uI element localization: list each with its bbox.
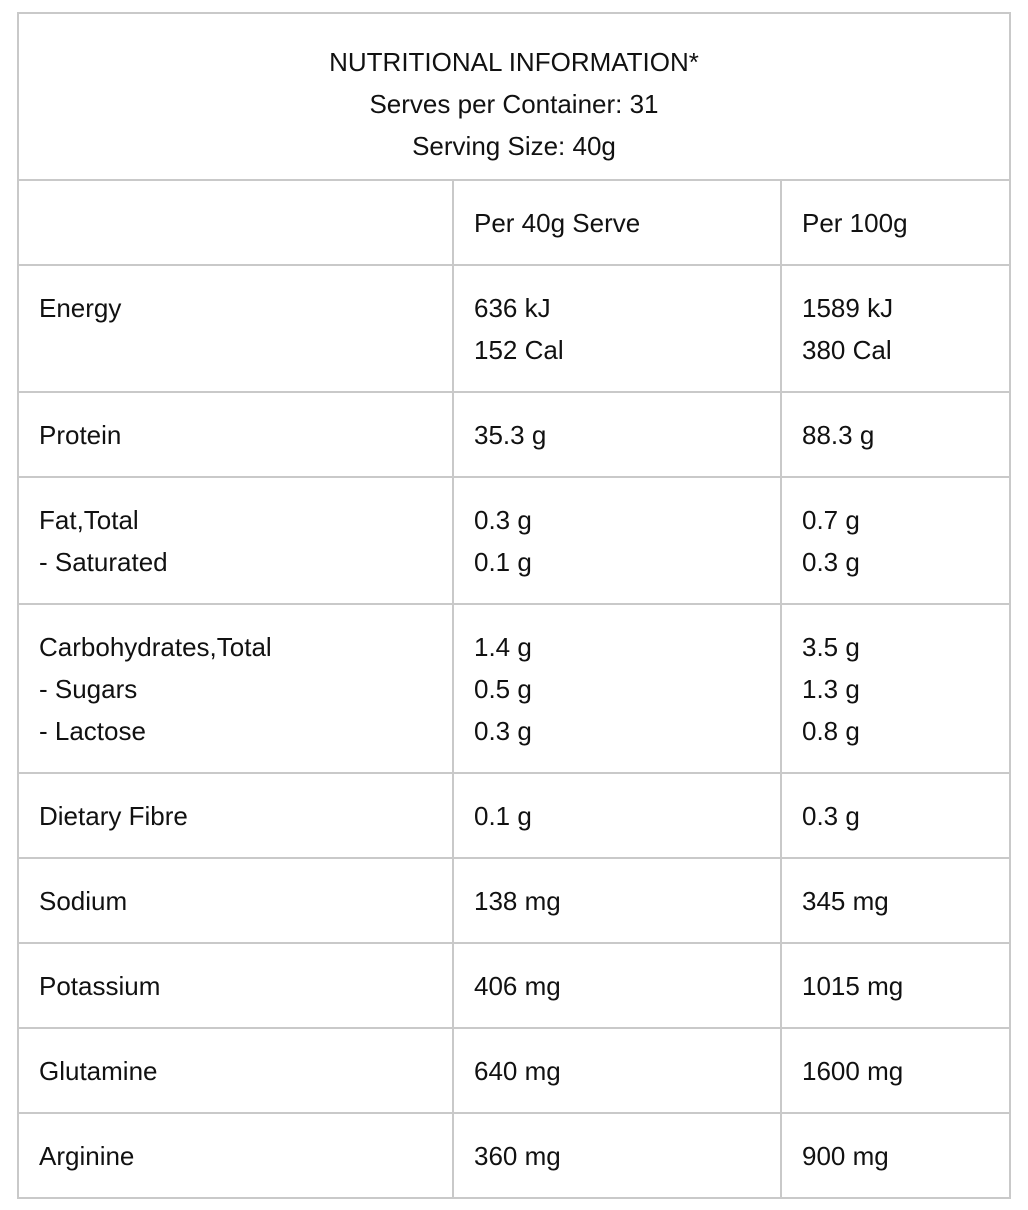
- value-per-serve-cell: [453, 943, 781, 1028]
- nutrient-name-cell: [19, 1113, 453, 1197]
- nutrition-table-body: [19, 181, 1009, 1197]
- table-row: [19, 604, 1009, 773]
- table-row: [19, 477, 1009, 604]
- value-per-serve: 0.3 g: [474, 716, 532, 746]
- value-per-100g: 88.3 g: [802, 420, 875, 450]
- value-per-100g: 1.3 g: [802, 674, 860, 704]
- serving-size: Serving Size: 40g: [412, 131, 616, 161]
- value-per-100g-cell: [781, 773, 1009, 858]
- value-per-serve: 0.3 g: [474, 505, 532, 535]
- nutrient-name: Carbohydrates,Total: [39, 632, 272, 662]
- nutrient-name-cell: [19, 1028, 453, 1113]
- table-header-row: [19, 181, 1009, 265]
- nutrient-name: Protein: [39, 420, 122, 450]
- value-per-serve: 360 mg: [474, 1141, 561, 1171]
- value-per-100g: 0.7 g: [802, 505, 860, 535]
- value-per-serve: 0.1 g: [474, 801, 532, 831]
- nutrient-name: - Lactose: [39, 716, 146, 746]
- nutrient-name: Energy: [39, 293, 122, 323]
- value-per-serve: 640 mg: [474, 1056, 561, 1086]
- table-row: [19, 265, 1009, 392]
- nutrient-name: Fat,Total: [39, 505, 139, 535]
- value-per-serve: 636 kJ: [474, 293, 551, 323]
- value-per-serve: 0.1 g: [474, 547, 532, 577]
- value-per-100g-cell: [781, 858, 1009, 943]
- value-per-100g: 380 Cal: [802, 335, 892, 365]
- nutrient-name-cell: [19, 858, 453, 943]
- value-per-100g: 900 mg: [802, 1141, 889, 1171]
- nutrient-name-cell: [19, 604, 453, 773]
- nutrient-name: Dietary Fibre: [39, 801, 188, 831]
- value-per-serve-cell: [453, 477, 781, 604]
- header-label-per-serve: Per 40g Serve: [474, 208, 641, 238]
- table-row: [19, 1028, 1009, 1113]
- nutrient-name: - Saturated: [39, 547, 168, 577]
- header-cell-nutrient: [19, 181, 453, 265]
- value-per-100g: 0.8 g: [802, 716, 860, 746]
- value-per-serve: 406 mg: [474, 971, 561, 1001]
- value-per-serve-cell: [453, 858, 781, 943]
- value-per-100g-cell: [781, 604, 1009, 773]
- value-per-serve: 152 Cal: [474, 335, 564, 365]
- value-per-100g: 0.3 g: [802, 801, 860, 831]
- value-per-100g: 1600 mg: [802, 1056, 904, 1086]
- value-per-serve: 0.5 g: [474, 674, 532, 704]
- value-per-serve-cell: [453, 1113, 781, 1197]
- serves-per-container: Serves per Container: 31: [369, 89, 659, 119]
- nutrition-panel: [17, 12, 1011, 1199]
- nutrient-name-cell: [19, 392, 453, 477]
- value-per-100g-cell: [781, 392, 1009, 477]
- nutrient-name: Potassium: [39, 971, 161, 1001]
- nutrient-name: - Sugars: [39, 674, 138, 704]
- table-row: [19, 858, 1009, 943]
- value-per-100g: 1015 mg: [802, 971, 904, 1001]
- value-per-100g-cell: [781, 265, 1009, 392]
- value-per-serve-cell: [453, 604, 781, 773]
- header-label-per-100g: Per 100g: [802, 208, 908, 238]
- value-per-100g: 345 mg: [802, 886, 889, 916]
- nutrient-name-cell: [19, 265, 453, 392]
- value-per-100g: 0.3 g: [802, 547, 860, 577]
- value-per-100g-cell: [781, 1113, 1009, 1197]
- nutrient-name: Sodium: [39, 886, 128, 916]
- value-per-serve-cell: [453, 773, 781, 858]
- value-per-serve: 1.4 g: [474, 632, 532, 662]
- value-per-serve-cell: [453, 265, 781, 392]
- value-per-100g-cell: [781, 1028, 1009, 1113]
- nutrient-name: Arginine: [39, 1141, 135, 1171]
- table-row: [19, 943, 1009, 1028]
- nutrient-name: Glutamine: [39, 1056, 158, 1086]
- nutrition-heading: NUTRITIONAL INFORMATION*: [329, 47, 699, 77]
- value-per-serve-cell: [453, 1028, 781, 1113]
- value-per-serve: 35.3 g: [474, 420, 547, 450]
- value-per-100g-cell: [781, 943, 1009, 1028]
- value-per-100g: 1589 kJ: [802, 293, 894, 323]
- table-row: [19, 773, 1009, 858]
- nutrition-title-block: [19, 14, 1009, 181]
- nutrient-name-cell: [19, 943, 453, 1028]
- nutrient-name-cell: [19, 477, 453, 604]
- value-per-serve-cell: [453, 392, 781, 477]
- table-row: [19, 1113, 1009, 1197]
- header-cell-per-100g: [781, 181, 1009, 265]
- value-per-100g: 3.5 g: [802, 632, 860, 662]
- header-cell-per-serve: [453, 181, 781, 265]
- value-per-serve: 138 mg: [474, 886, 561, 916]
- value-per-100g-cell: [781, 477, 1009, 604]
- nutrient-name-cell: [19, 773, 453, 858]
- nutrition-table: [19, 181, 1009, 1197]
- header-label-nutrient: [39, 202, 432, 244]
- table-row: [19, 392, 1009, 477]
